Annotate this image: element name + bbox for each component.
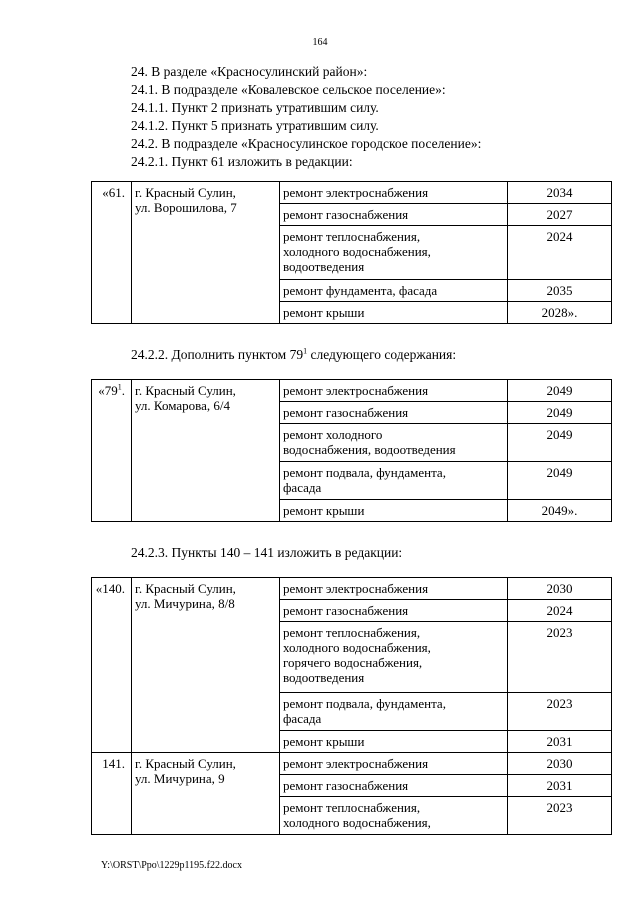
work-line: горячего водоснабжения, — [283, 655, 423, 670]
para-text: следующего содержания: — [307, 347, 457, 362]
work-type — [280, 693, 508, 731]
address-line: ул. Мичурина, 9 — [135, 771, 225, 786]
address-line: г. Красный Сулин, — [135, 756, 236, 771]
work-line: ремонт теплоснабжения, — [283, 800, 421, 815]
address-cell — [132, 182, 280, 324]
work-type — [280, 424, 508, 462]
address-line: г. Красный Сулин, — [135, 383, 236, 398]
table-row — [92, 753, 612, 775]
intro-line-3: 24.1.1. Пункт 2 признать утратившим силу. — [131, 100, 379, 115]
work-line: фасада — [283, 711, 322, 726]
work-type — [280, 775, 508, 797]
year-cell: 2049 — [508, 424, 612, 462]
work-type — [280, 600, 508, 622]
address-line: ул. Ворошилова, 7 — [135, 200, 237, 215]
work-line: ремонт газоснабжения — [283, 405, 409, 420]
work-line: водоотведения — [283, 670, 365, 685]
intro-line-2: 24.1. В подразделе «Ковалевское сельское поселение»: — [131, 82, 446, 97]
work-type — [280, 500, 508, 522]
work-type — [280, 302, 508, 324]
work-type — [280, 280, 508, 302]
address-line: г. Красный Сулин, — [135, 581, 236, 596]
work-line: ремонт электроснабжения — [283, 383, 429, 398]
item-number — [92, 380, 132, 522]
work-type — [280, 753, 508, 775]
work-line: ремонт электроснабжения — [283, 756, 429, 771]
item-number: 141. — [92, 753, 132, 835]
work-type — [280, 182, 508, 204]
intro-line-1: 24. В разделе «Красносулинский район»: — [131, 64, 368, 79]
work-type — [280, 402, 508, 424]
work-line: ремонт холодного — [283, 427, 383, 442]
work-line: ремонт электроснабжения — [283, 185, 429, 200]
work-line: ремонт подвала, фундамента, — [283, 465, 446, 480]
year-cell: 2049 — [508, 380, 612, 402]
table-row — [92, 182, 612, 204]
year-cell: 2024 — [508, 600, 612, 622]
work-line: водоотведения — [283, 259, 365, 274]
work-type — [280, 462, 508, 500]
year-cell: 2023 — [508, 622, 612, 693]
file-path-footer: Y:\ORST\Ppo\1229p1195.f22.docx — [101, 860, 242, 871]
table-items-140-141 — [91, 577, 612, 835]
table-row — [92, 380, 612, 402]
para-text: 24.2.2. Дополнить пунктом 79 — [131, 347, 304, 362]
work-line: ремонт газоснабжения — [283, 603, 409, 618]
work-type — [280, 622, 508, 693]
work-line: ремонт газоснабжения — [283, 207, 409, 222]
work-line: холодного водоснабжения, — [283, 815, 431, 830]
year-cell: 2027 — [508, 204, 612, 226]
work-type — [280, 204, 508, 226]
year-cell: 2028». — [508, 302, 612, 324]
paragraph-24-2-3: 24.2.3. Пункты 140 – 141 изложить в редакции: — [131, 545, 403, 560]
address-cell — [132, 753, 280, 835]
year-cell: 2049 — [508, 402, 612, 424]
table-item-79-1 — [91, 379, 612, 522]
item-number-sup: 1 — [117, 382, 122, 392]
work-line: ремонт крыши — [283, 305, 365, 320]
work-line: холодного водоснабжения, — [283, 244, 431, 259]
year-cell: 2030 — [508, 578, 612, 600]
work-type — [280, 797, 508, 835]
work-type — [280, 578, 508, 600]
address-line: ул. Мичурина, 8/8 — [135, 596, 235, 611]
item-number-dot: . — [121, 383, 125, 398]
table-item-61 — [91, 181, 612, 324]
year-cell: 2023 — [508, 693, 612, 731]
work-line: ремонт теплоснабжения, — [283, 229, 421, 244]
year-cell: 2034 — [508, 182, 612, 204]
item-number-text: «79 — [98, 383, 118, 398]
work-line: холодного водоснабжения, — [283, 640, 431, 655]
year-cell: 2031 — [508, 775, 612, 797]
work-line: ремонт подвала, фундамента, — [283, 696, 446, 711]
address-line: г. Красный Сулин, — [135, 185, 236, 200]
intro-line-4: 24.1.2. Пункт 5 признать утратившим силу. — [131, 118, 379, 133]
year-cell: 2030 — [508, 753, 612, 775]
paragraph-24-2-2 — [131, 347, 456, 362]
address-cell — [132, 380, 280, 522]
work-line: ремонт газоснабжения — [283, 778, 409, 793]
work-line: ремонт фундамента, фасада — [283, 283, 438, 298]
address-line: ул. Комарова, 6/4 — [135, 398, 230, 413]
work-type — [280, 380, 508, 402]
work-line: ремонт теплоснабжения, — [283, 625, 421, 640]
year-cell: 2031 — [508, 731, 612, 753]
work-line: водоснабжения, водоотведения — [283, 442, 456, 457]
page-number: 164 — [312, 37, 328, 48]
work-line: ремонт крыши — [283, 503, 365, 518]
work-line: ремонт электроснабжения — [283, 581, 429, 596]
year-cell: 2024 — [508, 226, 612, 280]
address-cell — [132, 578, 280, 753]
year-cell: 2023 — [508, 797, 612, 835]
intro-line-6: 24.2.1. Пункт 61 изложить в редакции: — [131, 154, 353, 169]
para-superscript: 1 — [303, 346, 308, 356]
year-cell: 2049 — [508, 462, 612, 500]
year-cell: 2035 — [508, 280, 612, 302]
work-line: ремонт крыши — [283, 734, 365, 749]
year-cell: 2049». — [508, 500, 612, 522]
table-row — [92, 578, 612, 600]
item-number: «61. — [92, 182, 132, 324]
work-type — [280, 731, 508, 753]
intro-line-5: 24.2. В подразделе «Красносулинское городское поселение»: — [131, 136, 482, 151]
work-line: фасада — [283, 480, 322, 495]
work-type — [280, 226, 508, 280]
item-number: «140. — [92, 578, 132, 753]
